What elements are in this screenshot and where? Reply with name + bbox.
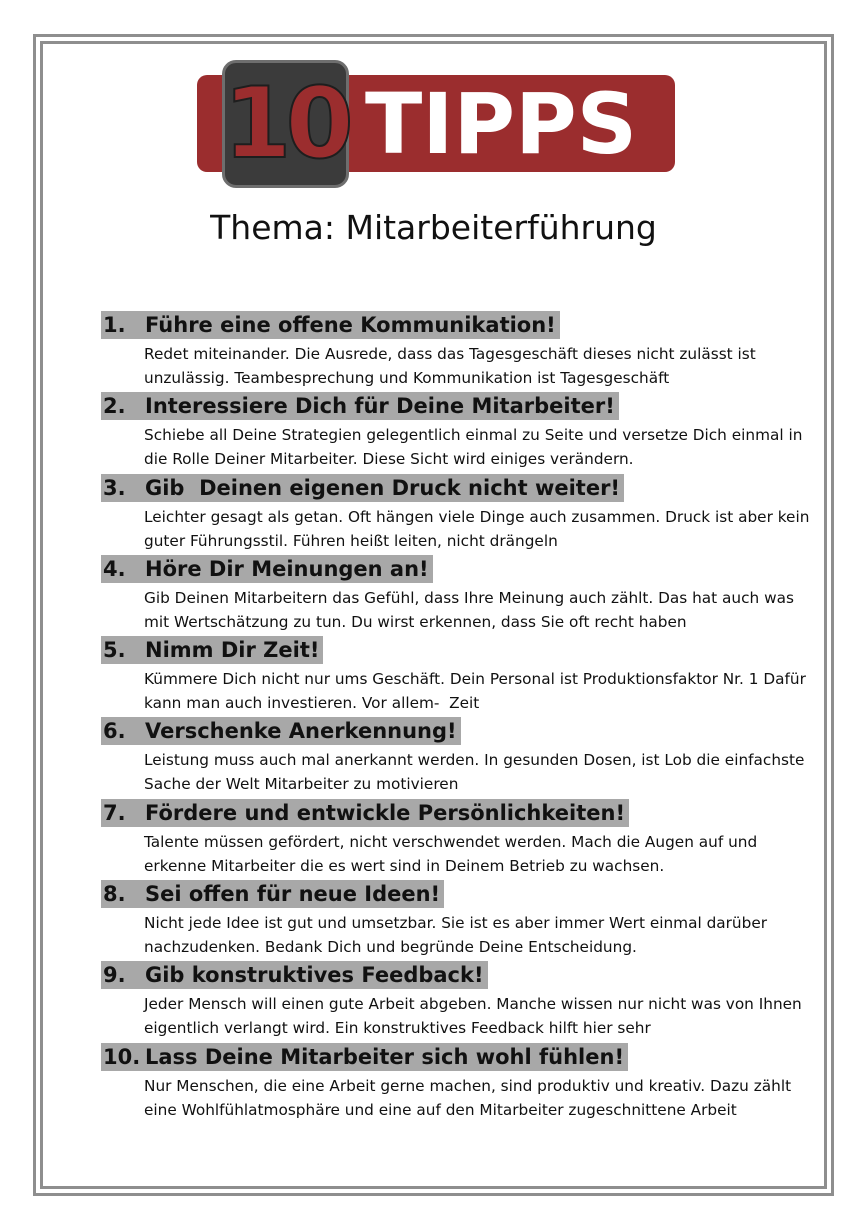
tip-number: 9.: [103, 963, 126, 988]
tip-item: [101, 717, 821, 798]
tip-title: Interessiere Dich für Deine Mitarbeiter!: [145, 394, 615, 419]
tip-title: Verschenke Anerkennung!: [145, 719, 457, 744]
page-subtitle: Thema: Mitarbeiterführung: [210, 208, 657, 247]
tip-number: 4.: [103, 556, 126, 581]
tip-number: 6.: [103, 719, 126, 744]
tip-heading: [101, 474, 624, 502]
tip-heading: [101, 1043, 628, 1071]
tip-item: [101, 392, 821, 473]
tip-heading: [101, 880, 444, 908]
tip-text: Kümmere Dich nicht nur ums Geschäft. Dein Personal ist Produktionsfaktor Nr. 1 Dafür kann man auch investieren. Vor allem- Zeit: [144, 670, 811, 713]
tip-number: 7.: [103, 800, 126, 825]
tip-number: 5.: [103, 638, 126, 663]
tip-title: Lass Deine Mitarbeiter sich wohl fühlen!: [145, 1044, 625, 1069]
tip-heading: [101, 799, 629, 827]
tip-item: [101, 474, 821, 555]
tip-text: Leichter gesagt als getan. Oft hängen viele Dinge auch zusammen. Druck ist aber kein guter Führungsstil. Führen heißt leiten, nicht drängeln: [144, 507, 810, 550]
tip-text: Nicht jede Idee ist gut und umsetzbar. Sie ist es aber immer Wert einmal darüber nachzudenken. Bedank Dich und begründe Deine Entscheidung.: [144, 914, 768, 957]
tip-heading: [101, 636, 323, 664]
tip-text: Schiebe all Deine Strategien gelegentlich einmal zu Seite und versetze Dich einmal in die Rolle Deiner Mitarbeiter. Diese Sicht wird einiges verändern.: [144, 426, 803, 469]
tip-item: [101, 311, 821, 392]
tip-text: Redet miteinander. Die Ausrede, dass das Tagesgeschäft dieses nicht zulässt ist unzulässig. Teambesprechung und Kommunikation ist Tagesgeschäft: [144, 345, 756, 387]
tip-number: 1.: [103, 313, 126, 337]
tip-title: Gib konstruktives Feedback!: [145, 963, 484, 988]
tip-heading: [101, 717, 461, 745]
tip-text: Leistung muss auch mal anerkannt werden. In gesunden Dosen, ist Lob die einfachste Sache der Welt Mitarbeiter zu motivieren: [144, 751, 805, 794]
tip-title: Nimm Dir Zeit!: [145, 638, 320, 663]
tip-title: Fördere und entwickle Persönlichkeiten!: [145, 800, 626, 825]
tip-item: [101, 880, 821, 961]
tip-heading: [101, 961, 488, 989]
logo-10-tipps: [197, 60, 675, 188]
tip-item: [101, 799, 821, 880]
tip-title: Sei offen für neue Ideen!: [145, 882, 441, 907]
tip-title: Führe eine offene Kommunikation!: [145, 313, 556, 337]
tip-item: [101, 1043, 821, 1124]
logo-word: TIPPS: [365, 74, 638, 173]
tips-list: [101, 311, 821, 1124]
tip-text: Talente müssen gefördert, nicht verschwendet werden. Mach die Augen auf und erkenne Mitarbeiter die es wert sind in Deinem Betrieb zu wachsen.: [144, 832, 758, 875]
tip-number: 8.: [103, 882, 126, 907]
tip-item: [101, 636, 821, 717]
tip-item: [101, 555, 821, 636]
logo-number: 10: [223, 67, 348, 181]
tip-text: Nur Menschen, die eine Arbeit gerne machen, sind produktiv und kreativ. Dazu zählt eine Wohlfühlatmosphäre und eine auf den Mitarbeiter zugeschnittene Arbeit: [144, 1076, 792, 1119]
tip-title: Höre Dir Meinungen an!: [145, 556, 429, 581]
tip-text: Jeder Mensch will einen gute Arbeit abgeben. Manche wissen nur nicht was von Ihnen eigentlich verlangt wird. Ein konstruktives Feedback hilft hier sehr: [144, 995, 802, 1038]
tip-number: 10.: [103, 1044, 141, 1069]
tip-heading: [101, 311, 560, 339]
tip-heading: [101, 555, 433, 583]
tip-item: [101, 961, 821, 1042]
tip-heading: [101, 392, 619, 420]
tip-number: 2.: [103, 394, 126, 419]
tip-title: Gib Deinen eigenen Druck nicht weiter!: [145, 475, 621, 500]
tip-number: 3.: [103, 475, 126, 500]
tip-text: Gib Deinen Mitarbeitern das Gefühl, dass Ihre Meinung auch zählt. Das hat auch was mit Wertschätzung zu tun. Du wirst erkennen, dass Sie oft recht haben: [144, 588, 794, 631]
